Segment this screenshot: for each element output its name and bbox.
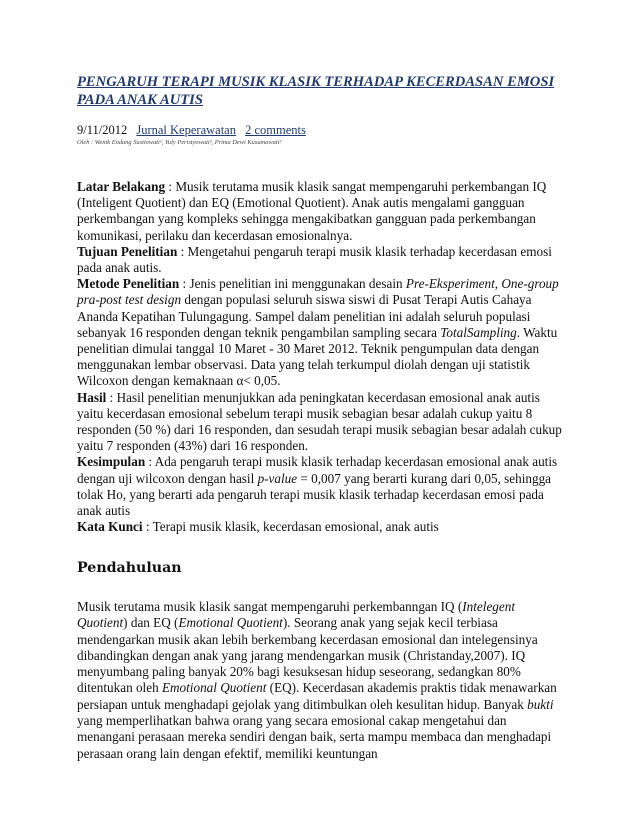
intro-text: Musik terutama musik klasik sangat mempengaruhi perkembanngan IQ ( — [77, 599, 463, 614]
intro-text: ). Seorang anak yang sejak kecil terbiasa mendengarkan musik akan lebih berkembang kecerdasan emosional dan intelegensinya dibandingkan dengan anak yang jarang mendengarkan musik (Christanday,2007). IQ menyumbang paling banyak 20% bagi kesuksesan hidup seseorang, sedangkan 80% ditentukan oleh — [77, 615, 538, 696]
metode-italic: TotalSampling — [440, 324, 517, 340]
section-title-pendahuluan: Pendahuluan — [77, 560, 182, 576]
tujuan-text: : Mengetahui pengaruh terapi musik klasik terhadap kecerdasan emosi pada anak autis. — [77, 243, 552, 276]
intro-italic: Emotional Quotient — [161, 680, 267, 696]
intro-italic: Intelegent Quotient — [77, 599, 516, 631]
metode-text: . Waktu penelitian dimulai tanggal 10 Maret - 30 Maret 2012. Teknik pengumpulan data dengan menggunakan lembar observasi. Data yang telah terkumpul diolah dengan uji statistik Wilcoxon dengan kemaknaan α< 0,05. — [77, 324, 558, 389]
intro-italic: Emotional Quotient — [178, 615, 283, 631]
abstract-kesimpulan — [77, 454, 567, 519]
tujuan-label: Tujuan Penelitian — [77, 243, 178, 259]
keywords-text: : Terapi musik klasik, kecerdasan emosional, anak autis — [142, 519, 439, 535]
article-title[interactable]: PENGARUH TERAPI MUSIK KLASIK TERHADAP KECERDASAN EMOSI PADA ANAK AUTIS — [77, 74, 555, 108]
hasil-label: Hasil — [77, 389, 107, 405]
abstract-tujuan — [77, 244, 567, 276]
category-link[interactable]: Jurnal Keperawatan — [136, 123, 236, 137]
author-line: Oleh : Wenik Endang Sustiowati¹, Yuly Peristyowati², Prima Dewi Kusumawati² — [77, 139, 282, 146]
kesimpulan-text: = 0,007 yang berarti kurang dari 0,05, sehingga tolak Ho, yang berarti ada pengaruh terapi musik klasik terhadap kecerdasan emosi pada anak autis — [77, 470, 552, 519]
pendahuluan-paragraph — [77, 599, 567, 762]
intro-text: ) dan EQ ( — [123, 615, 179, 631]
keywords-label: Kata Kunci — [77, 519, 143, 535]
intro-italic: bukti — [527, 696, 554, 712]
abstract-metode — [77, 276, 567, 389]
metode-label: Metode Penelitian — [77, 276, 180, 292]
latar-text: : Musik terutama musik klasik sangat mempengaruhi perkembangan IQ (Inteligent Quotient) dan EQ (Emotional Quotient). Anak autis mengalami gangguan perkembangan yang kompleks sehingga mengakibatkan gangguan pada perkembangan komunikasi, perilaku dan kecerdasan emosionalnya. — [77, 179, 547, 243]
kesimpulan-text: : Ada pengaruh terapi musik klasik terhadap kecerdasan emosional anak autis dengan uji wilcoxon dengan hasil — [77, 454, 558, 486]
kesimpulan-italic: p-value — [257, 470, 298, 486]
metode-italic: Pre-Eksperiment — [405, 276, 495, 292]
kesimpulan-label: Kesimpulan — [77, 454, 146, 470]
intro-text: yang memperlihatkan bahwa orang yang secara emosional cakap mengetahui dan menangani perasaan mereka sendiri dengan baik, serta mampu membaca dan menghadapi perasaan orang lain dengan efektif, memiliki keuntungan — [77, 713, 552, 761]
latar-label: Latar Belakang — [77, 179, 166, 194]
metode-text: : Jenis penelitian ini menggunakan desain — [179, 276, 406, 292]
hasil-text: : Hasil penelitian menunjukkan ada peningkatan kecerdasan emosional anak autis yaitu kecerdasan emosional sebelum terapi musik sebagian besar adalah cukup yaitu 8 responden (50 %) dari 16 responden, dan sesudah terapi musik sebagian besar adalah cukup yaitu 7 responden (43%) dari 16 responden. — [77, 389, 562, 454]
document-page — [77, 73, 567, 761]
comments-link[interactable]: 2 comments — [245, 123, 306, 137]
metode-text: , — [494, 276, 502, 292]
post-date: 9/11/2012 — [77, 123, 128, 137]
metode-text: dengan populasi seluruh siswa siswi di Pusat Terapi Autis Cahaya Ananda Kepatihan Tulungagung. Sampel dalam penelitian ini adalah seluruh populasi sebanyak 16 responden dengan teknik pengambilan sampling secara — [77, 292, 532, 340]
abstract-latar — [77, 179, 567, 244]
article-meta — [77, 123, 567, 137]
metode-italic: One-group pra-post test design — [77, 276, 559, 308]
abstract-hasil — [77, 390, 567, 455]
abstract — [77, 179, 567, 535]
abstract-keywords — [77, 519, 567, 535]
intro-text: (EQ). Kecerdasan akademis praktis tidak menawarkan persiapan untuk menghadapi gejolak yang ditimbulkan oleh kesulitan hidup. Banyak — [77, 680, 557, 712]
